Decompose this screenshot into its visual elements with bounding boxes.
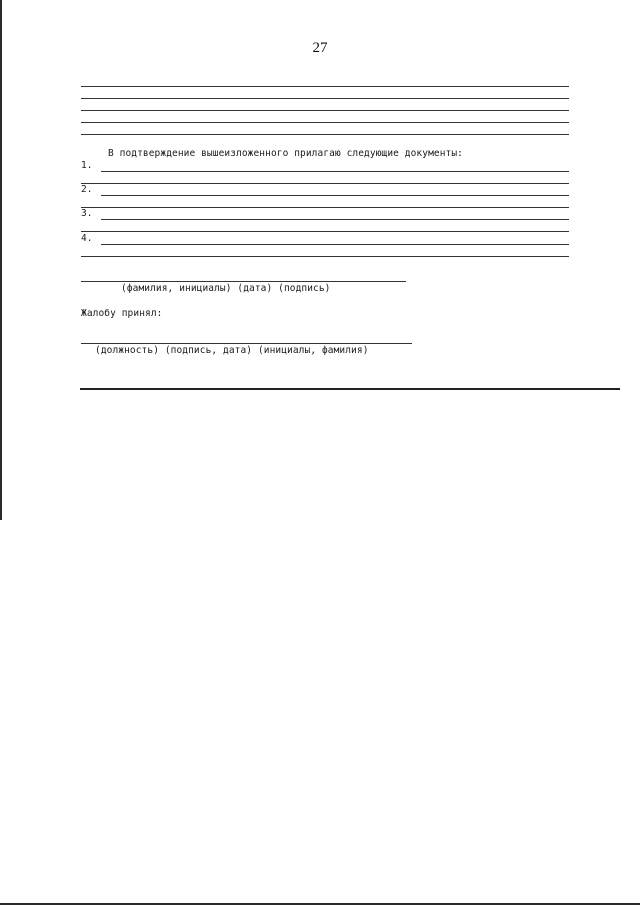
attachment-line-3 — [101, 219, 569, 220]
applicant-signature-caption: (фамилия, инициалы) (дата) (подпись) — [121, 283, 331, 294]
attachment-line-1 — [101, 171, 569, 172]
complaint-line-4 — [81, 122, 569, 123]
attachment-number-4: 4. — [81, 233, 93, 244]
page-number: 27 — [312, 40, 328, 56]
complaint-line-3 — [81, 110, 569, 111]
page-left-edge — [0, 0, 2, 520]
receiver-signature-caption: (должность) (подпись, дата) (инициалы, фамилия) — [95, 345, 369, 356]
attachment-number-1: 1. — [81, 160, 93, 171]
section-separator — [80, 388, 620, 390]
attachments-intro: В подтверждение вышеизложенного прилагаю следующие документы: — [108, 148, 463, 159]
receiver-signature-line — [81, 343, 412, 344]
complaint-line-1 — [81, 86, 569, 87]
attachment-line-2 — [101, 195, 569, 196]
attachment-line-1b — [81, 183, 569, 184]
applicant-signature-line — [81, 281, 406, 282]
attachment-number-3: 3. — [81, 208, 93, 219]
attachment-line-4b — [81, 256, 569, 257]
complaint-line-2 — [81, 98, 569, 99]
attachment-line-2b — [81, 207, 569, 208]
attachment-number-2: 2. — [81, 184, 93, 195]
receiver-label: Жалобу принял: — [81, 308, 163, 319]
attachment-line-3b — [81, 231, 569, 232]
complaint-line-5 — [81, 134, 569, 135]
attachment-line-4 — [101, 244, 569, 245]
